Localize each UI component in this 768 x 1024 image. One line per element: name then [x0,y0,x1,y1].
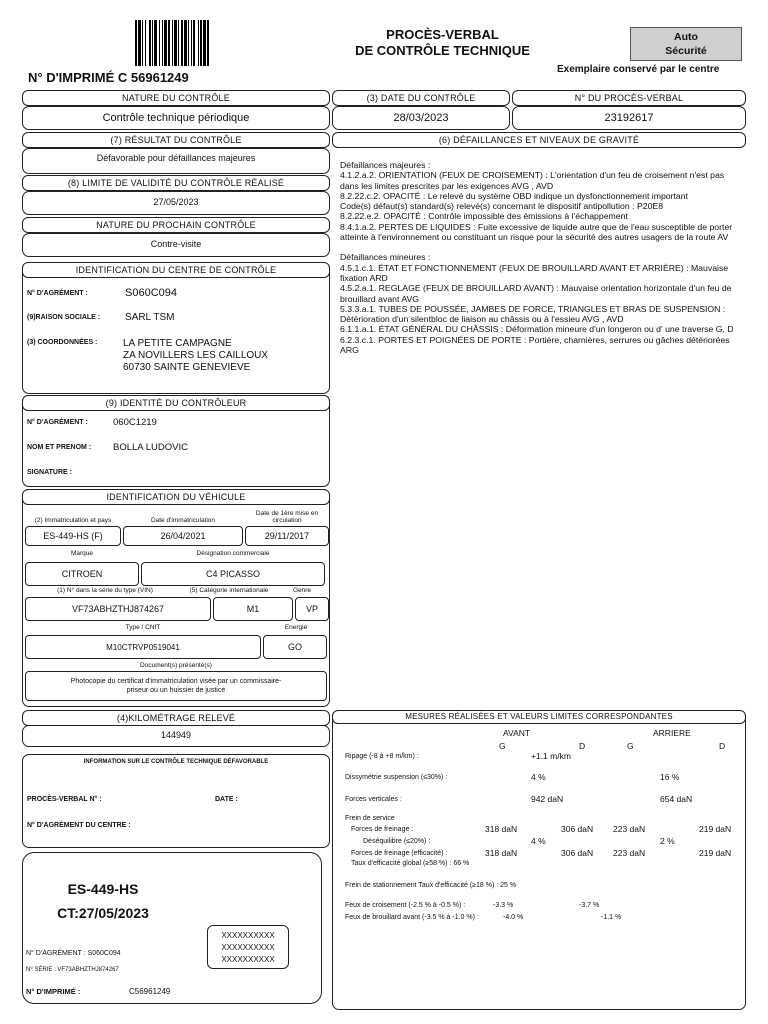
ff-ar-g: 223 daN [613,824,646,834]
centre-raison-value: SARL TSM [125,312,175,323]
marque-value: CITROEN [25,562,139,586]
ff-eff-label: Forces de freinage (efficacité) : [351,850,448,857]
date-controle-box [332,106,510,130]
barcode-bar [198,20,199,66]
sticker-stamp [207,925,289,969]
barcode-bar [172,20,173,66]
info-date-label: DATE : [215,796,238,803]
marque-label: Marque [70,550,94,557]
pv-number-header: N° DU PROCÈS-VERBAL [512,90,746,106]
resultat-header: (7) RÉSULTAT DU CONTRÔLE [22,132,330,148]
dissym-av: 4 % [531,772,546,782]
barcode-bar [200,20,202,66]
date-controle-value: 28/03/2023 [393,112,449,124]
logo-line1: Auto [674,31,698,43]
feux-croisement-label: Feux de croisement (-2.5 % à -0.5 %) : [345,902,466,909]
sticker-imprime-value: C56961249 [129,987,171,996]
defaillances-header: (6) DÉFAILLANCES ET NIVEAUX DE GRAVITÉ [332,132,746,148]
mineure-item: 4.5.1.c.1. ÉTAT ET FONCTIONNEMENT (FEUX DE BROUILLARD AVANT ET ARRIÈRE) : Mauvaise fixation ARD [340,262,729,283]
genre-value: VP [295,597,329,621]
pv-number-box [512,106,746,130]
majeure-item: 8.2.22.c.2. OPACITÉ : Le relevé du système OBD indique un dysfonctionnement important [340,190,688,201]
kilometrage-box [22,725,330,747]
ffe-av-g: 318 daN [485,848,518,858]
nature-controle-box [22,106,330,130]
vin-label: (1) N° dans la série du type (VIN) [57,587,153,594]
barcode-bar [135,20,137,66]
date-controle-header: (3) DATE DU CONTRÔLE [332,90,510,106]
page-title-line2: DE CONTRÔLE TECHNIQUE [355,43,530,58]
barcode-bar [159,20,160,66]
barcode-bar [181,20,183,66]
barcode-bar [191,20,192,66]
auto-securite-logo [630,27,742,61]
info-pv-label: PROCÈS-VERBAL N° : [27,796,102,803]
centre-box [22,262,330,394]
info-defav-header: INFORMATION SUR LE CONTRÔLE TECHNIQUE DÉFAVORABLE [83,759,269,765]
avant-label: AVANT [503,728,531,738]
immat-value: ES-449-HS (F) [25,526,121,546]
avant-g-label: G [499,741,506,751]
majeure-item: 4.1.2.a.2. ORIENTATION (FEUX DE CROISEMENT) : L'orientation d'un feu de croisement n'est pas dans les limites prescrites par les exigences AVG , AVD [340,170,725,191]
vin-value: VF73ABHZTHJ874267 [25,597,211,621]
barcode-bar [138,20,141,66]
ffe-ar-d: 219 daN [699,848,732,858]
majeure-item: 8.4.1.a.2. PERTES DE LIQUIDES : Fuite excessive de liquide autre que de l'eau susceptible de porter atteinte à l'environnement ou constituant un risque pour la sécurité des autres usagers de la route AV [340,221,733,243]
arriere-g-label: G [627,741,634,751]
prochain-box [22,233,330,257]
dissym-ar: 16 % [660,772,680,782]
barcode-bar [178,20,179,66]
barcode-bar [174,20,177,66]
stamp-line: XXXXXXXXXX [221,955,275,964]
deseq-ar: 2 % [660,836,675,846]
vehicule-header: IDENTIFICATION DU VÉHICULE [22,489,330,505]
centre-coord-label: (3) COORDONNÉES : [27,339,98,346]
resultat-box [22,148,330,174]
documents-label: Document(s) présenté(s) [140,662,212,669]
barcode-bar [145,20,146,66]
controleur-agrement-label: N° D'AGRÉMENT : [27,419,88,426]
sticker-plate: ES-449-HS [67,881,139,897]
stationnement: Frein de stationnement Taux d'efficacité (≥18 %) : 25 % [345,882,517,889]
ff-av-g: 318 daN [485,824,518,834]
stamp-line: XXXXXXXXXX [221,943,275,952]
ff-ar-d: 219 daN [699,824,732,834]
controleur-nom-label: NOM ET PRENOM : [27,444,92,451]
forces-vert-ar: 654 daN [660,794,693,804]
ffe-av-d: 306 daN [561,848,594,858]
resultat-value: Défavorable pour défaillances majeures [96,153,256,163]
centre-coord-line2: ZA NOVILLERS LES CAILLOUX [123,350,269,361]
designation-label: Désignation commerciale [196,550,270,557]
centre-agrement-label: N° D'AGRÉMENT : [27,290,88,297]
limite-header: (8) LIMITE DE VALIDITÉ DU CONTRÔLE RÉALISÉ [22,175,330,191]
majeure-item: 8.2.22.e.2. OPACITÉ : Contrôle impossible des émissions à l'échappement [340,211,628,222]
barcode-bar [142,20,143,66]
page-title-line1: PROCÈS-VERBAL [386,27,499,42]
mineure-item: 5.3.3.a.1. TUBES DE POUSSÉE, JAMBES DE FORCE, TRIANGLES ET BRAS DE SUSPENSION : Détérioration d'un silentbloc de liaison au châssis ou à l'essieu AVG , AVD [340,303,726,325]
centre-raison-label: (9)RAISON SOCIALE : [27,314,101,321]
avant-d-label: D [579,741,586,751]
stamp-line: XXXXXXXXXX [221,931,275,940]
sticker-serie: N° SÉRIE : VF73ABHZTHJ874267 [26,967,119,973]
barcode-bar [207,20,209,66]
majeure-item: Code(s) défaut(s) standard(s) relevé(s) concernant le dispositif antipollution : P20E8 [340,201,664,212]
feux-croisement-g: -3.3 % [493,902,514,909]
barcode-graphic [135,20,265,72]
page-title [330,27,555,59]
barcode-bar [162,20,163,66]
barcode-bar [203,20,206,66]
kilometrage-header: (4)KILOMÉTRAGE RELEVÉ [22,710,330,726]
barcode [135,20,265,72]
energie-value: GO [263,635,327,659]
mineures-title: Défaillances mineures : [340,252,431,263]
prochain-header: NATURE DU PROCHAIN CONTRÔLE [22,217,330,233]
pv-number-value: 23192617 [604,112,654,124]
feux-brouillard-g: -4.0 % [503,914,524,921]
type-label: Type / CNIT [125,624,161,631]
feux-brouillard-d: -1.1 % [601,914,622,921]
info-agrement-label: N° D'AGRÉMENT DU CENTRE : [27,822,131,829]
centre-coord-line1: LA PETITE CAMPAGNE [123,338,232,349]
arriere-d-label: D [719,741,726,751]
limite-value: 27/05/2023 [153,197,199,207]
barcode-bar [188,20,189,66]
categorie-value: M1 [213,597,293,621]
imprime-number: N° D'IMPRIMÉ C 56961249 [28,70,189,85]
logo-line2: Sécurité [665,45,707,57]
controleur-box [22,395,330,487]
ffe-ar-g: 223 daN [613,848,646,858]
defaillances-text [340,160,740,355]
majeures-title: Défaillances majeures : [340,160,431,170]
barcode-bar [149,20,151,66]
deseq-av: 4 % [531,836,546,846]
categorie-label: (5) Catégorie internationale [189,587,269,594]
barcode-bar [154,20,157,66]
barcode-bar [184,20,187,66]
kilometrage-value: 144949 [160,730,192,740]
mise-circ-label: Date de 1ère mise en circulation [255,510,319,524]
barcode-bar [164,20,167,66]
documents-value: Photocopie du certificat d'immatriculation visée par un commissaire-priseur ou un huissier de justice [25,671,327,701]
forces-freinage-label: Forces de freinage : [351,826,414,833]
exemplaire-note: Exemplaire conservé par le centre [557,64,720,75]
info-defav-box [22,754,330,848]
controleur-header: (9) IDENTITÉ DU CONTRÔLEUR [22,395,330,411]
mineure-item: 6.1.1.a.1. ÉTAT GÉNÉRAL DU CHÂSSIS : Déformation mineure d'un longeron ou d' une traverse G, D [340,324,734,335]
limite-box [22,191,330,215]
centre-agrement-value: S060C094 [125,287,177,299]
nature-controle-header: NATURE DU CONTRÔLE [22,90,330,106]
mise-circ-value: 29/11/2017 [245,526,329,546]
sticker-imprime-label: N° D'IMPRIMÉ : [26,987,81,996]
mineure-item: 6.2.3.c.1. PORTES ET POIGNÉES DE PORTE : Portière, charnières, serrures ou gâches détériorées ARG [340,334,730,356]
energie-label: Energie [284,624,308,631]
controleur-signature-label: SIGNATURE : [27,469,72,476]
date-immat-label: Date d'immatriculation [150,517,216,524]
centre-coord-line3: 60730 SAINTE GENEVIEVE [123,362,251,373]
type-value: M10CTRVP0519041 [25,635,261,659]
taux-global: Taux d'efficacité global (≥58 %) : 66 % [351,860,470,867]
mesures-header: MESURES RÉALISÉES ET VALEURS LIMITES CORRESPONDANTES [332,710,746,724]
arriere-label: ARRIERE [653,728,691,738]
sticker-agrement: N° D'AGRÉMENT : S060C094 [26,950,121,957]
barcode-bar [193,20,195,66]
date-immat-value: 26/04/2021 [123,526,243,546]
mineure-item: 4.5.2.a.1. REGLAGE (FEUX DE BROUILLARD AVANT) : Mauvaise orientation horizontale d'un feu de brouillard avant AVG [340,283,732,304]
forces-vert-label: Forces verticales : [345,796,402,803]
dissym-label: Dissymétrie suspension (≤30%) : [345,774,448,781]
centre-header: IDENTIFICATION DU CENTRE DE CONTRÔLE [22,262,330,278]
barcode-bar [152,20,153,66]
nature-controle-value: Contrôle technique périodique [102,112,250,124]
prochain-value: Contre-visite [150,239,202,249]
mesures-box [332,710,746,1010]
controleur-nom-value: BOLLA LUDOVIC [113,442,188,453]
frein-service-label: Frein de service [345,815,395,822]
sticker-ct: CT:27/05/2023 [57,905,149,921]
feux-brouillard-label: Feux de brouillard avant (-3.5 % à -1.0 %) : [345,914,479,921]
desequilibre-label: Déséquilibre (≤20%) : [363,838,431,845]
ripage-value: +1.1 m/km [531,751,571,761]
immat-label: (2) Immatriculation et pays [34,517,112,524]
ripage-label: Ripage (-8 à +8 m/km) : [345,753,419,760]
designation-value: C4 PICASSO [141,562,325,586]
feux-croisement-d: -3.7 % [579,902,600,909]
barcode-bar [168,20,170,66]
forces-vert-av: 942 daN [531,794,564,804]
ff-av-d: 306 daN [561,824,594,834]
genre-label: Genre [292,587,312,594]
controleur-agrement-value: 060C1219 [113,417,157,428]
vehicule-box [22,489,330,707]
sticker-box [22,852,322,1004]
